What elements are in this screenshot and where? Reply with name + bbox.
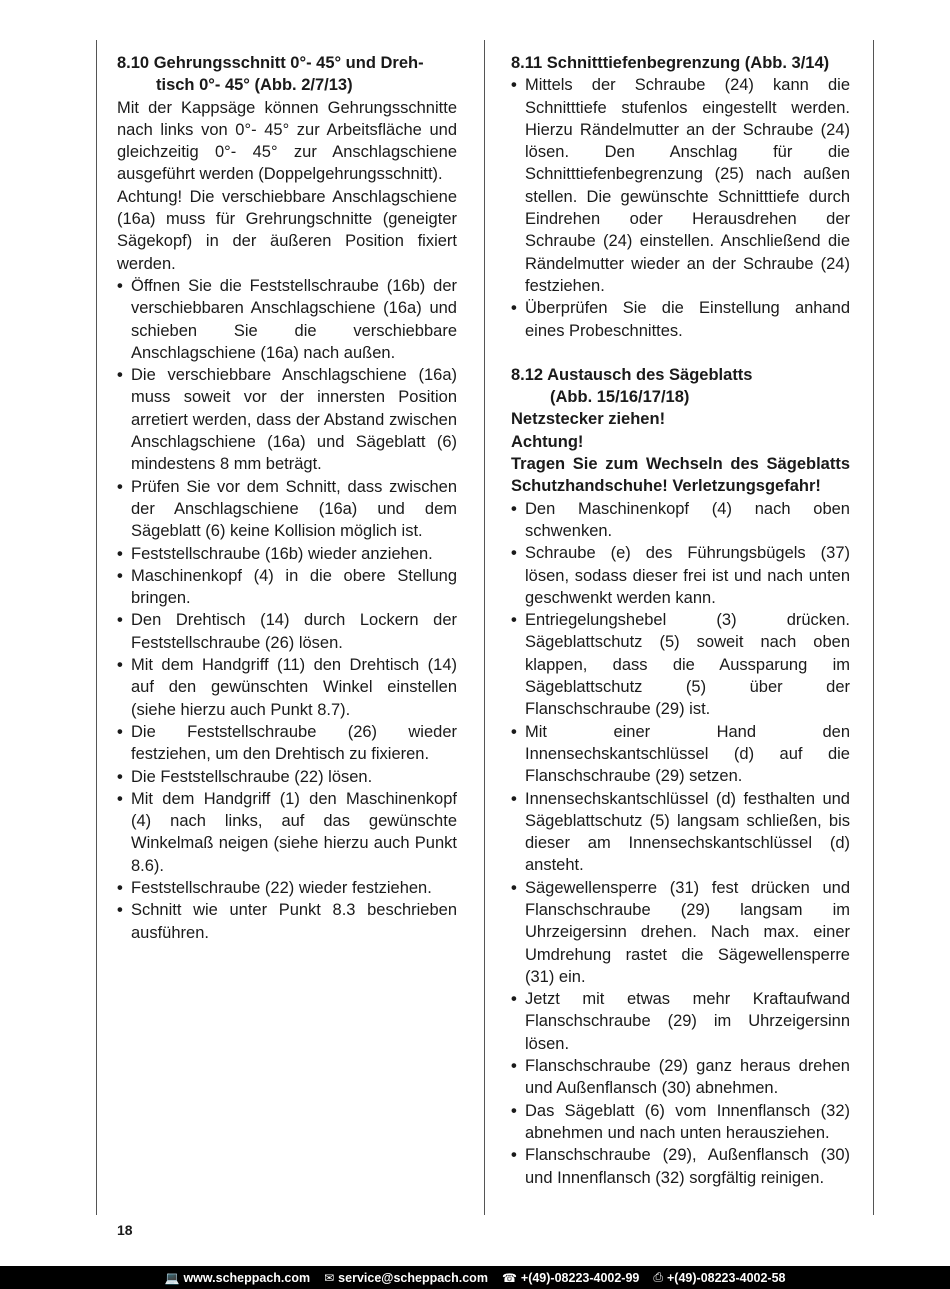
section-heading-8-10: 8.10 Gehrungsschnitt 0°- 45° und Dreh- tisch 0°- 45° (Abb. 2/7/13) <box>117 54 424 95</box>
warning-attention: Achtung! <box>511 432 584 451</box>
page-number: 18 <box>117 1222 133 1238</box>
phone-icon: ☎ <box>501 1270 517 1285</box>
center-divider-line <box>484 40 485 1215</box>
list-item: • Die verschiebbare Anschlagschiene (16a) muss soweit vor der innersten Position arretiert werden, dass der Abstand zwischen Anschlagschiene (16a) und Sägeblatt (6) mindestens 8 mm beträgt. <box>117 364 457 475</box>
footer-email[interactable]: ✉ service@scheppach.com <box>324 1270 488 1285</box>
right-column <box>511 52 850 1189</box>
footer-bar <box>0 1266 950 1289</box>
footer-phone: ☎ +(49)-08223-4002-99 <box>501 1270 640 1285</box>
list-item: • Mit dem Handgriff (11) den Drehtisch (14) auf den gewünschten Winkel einstellen (siehe hierzu auch Punkt 8.7). <box>117 654 457 721</box>
list-item: • Sägewellensperre (31) fest drücken und Flanschschraube (29) langsam im Uhrzeigersinn drehen. Nach max. einer Umdrehung rastet die Sägewellensperre (31) ein. <box>511 877 850 988</box>
email-icon: ✉ <box>324 1270 335 1285</box>
list-item: • Die Feststellschraube (22) lösen. <box>117 766 457 788</box>
footer-fax: ⎙ +(49)-08223-4002-58 <box>653 1270 786 1285</box>
computer-icon: 💻 <box>164 1270 180 1285</box>
instruction-list <box>117 275 457 944</box>
list-item: • Jetzt mit etwas mehr Kraftaufwand Flanschschraube (29) im Uhrzeigersinn lösen. <box>511 988 850 1055</box>
list-item: • Schraube (e) des Führungsbügels (37) lösen, sodass dieser frei ist und nach unten geschwenkt werden kann. <box>511 542 850 609</box>
list-item: • Innensechskantschlüssel (d) festhalten und Sägeblattschutz (5) langsam schließen, bis dieser am Innensechskantschlüssel (d) ansteht. <box>511 788 850 877</box>
list-item: • Den Maschinenkopf (4) nach oben schwenken. <box>511 498 850 543</box>
fax-icon: ⎙ <box>653 1270 663 1284</box>
list-item: • Überprüfen Sie die Einstellung anhand eines Probeschnittes. <box>511 297 850 342</box>
intro-paragraph: Mit der Kappsäge können Gehrungsschnitte nach links von 0°- 45° zur Arbeitsfläche und gleichzeitig 0°- 45° zur Anschlagschiene ausgeführt werden (Doppelgehrungsschnitt). <box>117 98 457 184</box>
warning-unplug: Netzstecker ziehen! <box>511 410 666 429</box>
list-item: • Feststellschraube (16b) wieder anziehen. <box>117 543 457 565</box>
instruction-list <box>511 74 850 342</box>
section-heading-8-12: 8.12 Austausch des Sägeblatts (Abb. 15/16/17/18) <box>511 365 753 407</box>
list-item: • Maschinenkopf (4) in die obere Stellung bringen. <box>117 565 457 610</box>
instruction-list <box>511 498 850 1189</box>
list-item: • Das Sägeblatt (6) vom Innenflansch (32) abnehmen und nach unten herausziehen. <box>511 1100 850 1145</box>
list-item: • Den Drehtisch (14) durch Lockern der Feststellschraube (26) lösen. <box>117 609 457 654</box>
list-item: • Flanschschraube (29), Außenflansch (30) und Innenflansch (32) sorgfältig reinigen. <box>511 1144 850 1189</box>
list-item: • Schnitt wie unter Punkt 8.3 beschrieben ausführen. <box>117 899 457 944</box>
left-column <box>117 52 457 944</box>
list-item: • Mittels der Schraube (24) kann die Schnitttiefe stufenlos eingestellt werden. Hierzu Rändelmutter an der Schraube (24) lösen. Den Anschlag für die Schnitttiefenbegrenzung (25) nach außen stellen. Die gewünschte Schnitttiefe durch Eindrehen oder Herausdrehen der Schraube (24) einstellen. Anschließend die Rändelmutter wieder an der Schraube (24) festziehen. <box>511 74 850 297</box>
section-heading-8-11: 8.11 Schnitttiefenbegrenzung (Abb. 3/14) <box>511 54 830 72</box>
left-margin-line <box>96 40 97 1215</box>
list-item: • Öffnen Sie die Feststellschraube (16b) der verschiebbaren Anschlagschiene (16a) und schieben Sie die verschiebbare Anschlagschiene (16a) nach außen. <box>117 275 457 364</box>
warning-gloves: Tragen Sie zum Wechseln des Sägeblatts Schutzhandschuhe! Verletzungsgefahr! <box>511 455 850 496</box>
right-margin-line <box>873 40 874 1215</box>
list-item: • Prüfen Sie vor dem Schnitt, dass zwischen der Anschlagschiene (16a) und dem Sägeblatt (6) keine Kollision möglich ist. <box>117 476 457 543</box>
list-item: • Flanschschraube (29) ganz heraus drehen und Außenflansch (30) abnehmen. <box>511 1055 850 1100</box>
list-item: • Mit dem Handgriff (1) den Maschinenkopf (4) nach links, auf das gewünschte Winkelmaß neigen (siehe hierzu auch Punkt 8.6). <box>117 788 457 877</box>
warning-paragraph: Achtung! Die verschiebbare Anschlagschiene (16a) muss für Grehrungschnitte (geneigter Sägekopf) in der äußeren Position fixiert werden. <box>117 187 457 273</box>
list-item: • Mit einer Hand den Innensechskantschlüssel (d) auf die Flanschschraube (29) setzen. <box>511 721 850 788</box>
footer-web[interactable]: 💻 www.scheppach.com <box>164 1270 311 1285</box>
list-item: • Die Feststellschraube (26) wieder festziehen, um den Drehtisch zu fixieren. <box>117 721 457 766</box>
list-item: • Feststellschraube (22) wieder festziehen. <box>117 877 457 899</box>
list-item: • Entriegelungshebel (3) drücken. Sägeblattschutz (5) soweit nach oben klappen, dass die Aussparung im Sägeblattschutz (5) über der Flanschschraube (29) ist. <box>511 609 850 720</box>
